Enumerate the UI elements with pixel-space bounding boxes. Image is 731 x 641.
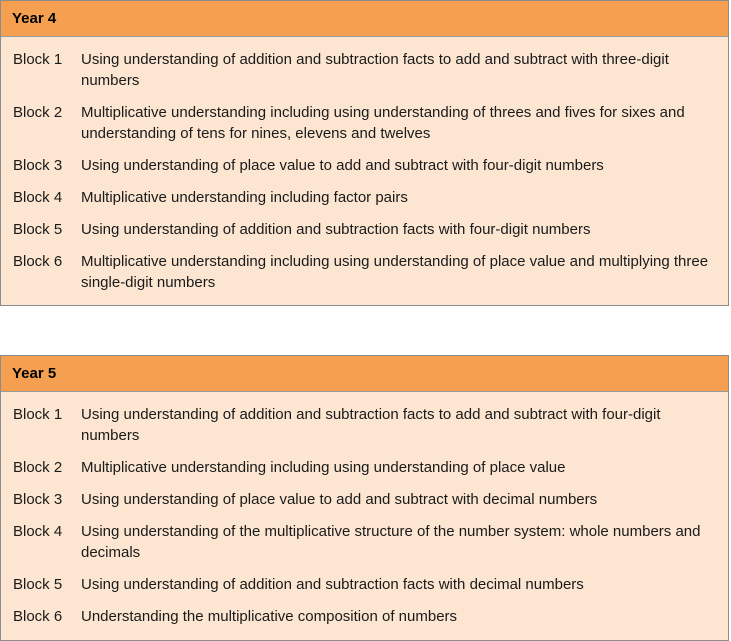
year-4-block-3 [1,155,728,176]
year-4-block-5 [1,219,728,240]
block-description: Using understanding of addition and subtraction facts with four-digit numbers [81,221,591,238]
year-4-block-list [1,37,728,293]
block-description: Multiplicative understanding including using understanding of place value and multiplying three single-digit numbers [81,253,709,291]
block-label: Block 5 [13,576,63,593]
year-5-block-list [1,392,728,627]
year-4-block-2 [1,102,728,144]
year-4-header: Year 4 [1,1,728,37]
block-description: Using understanding of place value to add and subtract with four-digit numbers [81,157,604,174]
block-description: Multiplicative understanding including factor pairs [81,189,408,206]
block-description: Using understanding of the multiplicative structure of the number system: whole numbers and decimals [81,523,701,561]
block-description: Using understanding of addition and subtraction facts to add and subtract with four-digit numbers [81,406,661,444]
block-description: Understanding the multiplicative composition of numbers [81,608,458,625]
year-5-block-6 [1,606,728,627]
block-label: Block 5 [13,221,63,238]
block-label: Block 1 [13,51,63,68]
block-label: Block 2 [13,104,63,121]
block-label: Block 1 [13,406,63,423]
block-description: Multiplicative understanding including using understanding of place value [81,459,566,476]
year-5-block-5 [1,574,728,595]
block-label: Block 4 [13,189,63,206]
year-5-header: Year 5 [1,356,728,392]
block-label: Block 3 [13,157,63,174]
block-description: Using understanding of place value to add and subtract with decimal numbers [81,491,598,508]
block-label: Block 4 [13,523,63,540]
year-4-block-6 [1,251,728,293]
block-description: Multiplicative understanding including using understanding of threes and fives for sixes and understanding of tens for nines, elevens and twelves [81,104,685,142]
year-4-block-1 [1,49,728,91]
year-5-block-2 [1,457,728,478]
block-label: Block 2 [13,459,63,476]
block-description: Using understanding of addition and subtraction facts to add and subtract with three-digit numbers [81,51,669,89]
year-5-panel [0,355,729,641]
year-4-panel [0,0,729,306]
block-label: Block 3 [13,491,63,508]
year-5-block-3 [1,489,728,510]
block-description: Using understanding of addition and subtraction facts with decimal numbers [81,576,584,593]
year-5-block-4 [1,521,728,563]
year-4-block-4 [1,187,728,208]
block-label: Block 6 [13,608,63,625]
year-5-block-1 [1,404,728,446]
block-label: Block 6 [13,253,63,270]
